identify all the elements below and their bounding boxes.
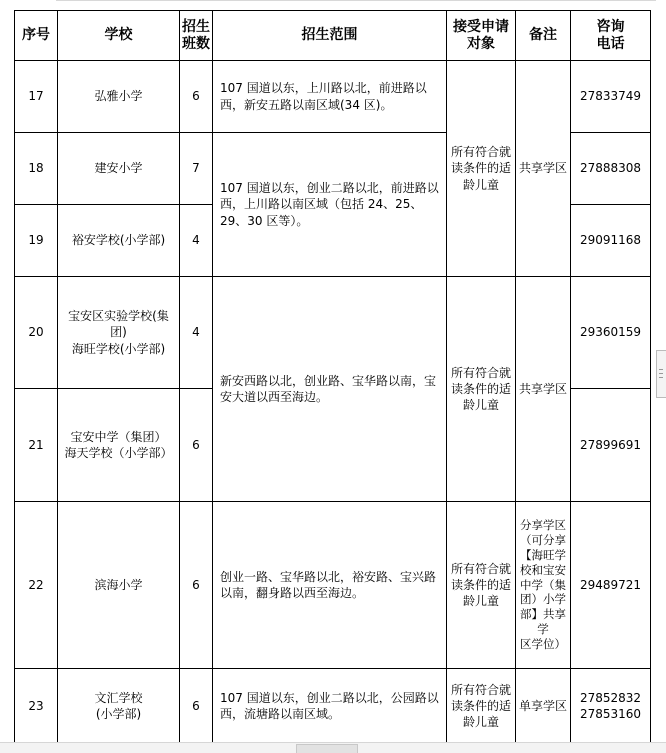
scope-cell: 107 国道以东，创业二路以北，前进路以西，上川路以南区域（包括 24、25、29、30 区等）。 [213, 133, 447, 277]
target-cell: 所有符合就 读条件的适 龄儿童 [447, 502, 516, 669]
classes-cell: 6 [180, 389, 213, 502]
phone-cell: 29489721 [571, 502, 651, 669]
school-cell: 文汇学校 (小学部) [58, 669, 180, 744]
seq-cell: 20 [15, 277, 58, 389]
school-cell: 建安小学 [58, 133, 180, 205]
school-cell: 宝安中学（集团） 海天学校（小学部） [58, 389, 180, 502]
scope-cell: 创业一路、宝华路以北，裕安路、宝兴路以南，翻身路以西至海边。 [213, 502, 447, 669]
remark-cell: 分享学区 （可分享 【海旺学 校和宝安 中学（集 团）小学 部】共享学 区学位） [516, 502, 571, 669]
school-cell: 滨海小学 [58, 502, 180, 669]
phone-cell: 29360159 [571, 277, 651, 389]
enrollment-table [14, 10, 651, 744]
header-phone: 咨询 电话 [571, 11, 651, 61]
classes-cell: 6 [180, 502, 213, 669]
seq-cell: 18 [15, 133, 58, 205]
header-classes: 招生 班数 [180, 11, 213, 61]
target-cell: 所有符合就 读条件的适 龄儿童 [447, 61, 516, 277]
table-row [15, 277, 651, 389]
seq-cell: 23 [15, 669, 58, 744]
remark-cell: 共享学区 [516, 277, 571, 502]
header-remark: 备注 [516, 11, 571, 61]
phone-cell: 27899691 [571, 389, 651, 502]
remark-cell: 共享学区 [516, 61, 571, 277]
classes-cell: 4 [180, 277, 213, 389]
remark-cell: 单享学区 [516, 669, 571, 744]
classes-cell: 6 [180, 61, 213, 133]
phone-cell: 27888308 [571, 133, 651, 205]
target-cell: 所有符合就 读条件的适 龄儿童 [447, 669, 516, 744]
table-row [15, 61, 651, 133]
table-header-row [15, 11, 651, 61]
school-cell: 弘雅小学 [58, 61, 180, 133]
header-school: 学校 [58, 11, 180, 61]
classes-cell: 6 [180, 669, 213, 744]
scope-cell: 107 国道以东，创业二路以北，公园路以西，流塘路以南区域。 [213, 669, 447, 744]
header-seq: 序号 [15, 11, 58, 61]
school-cell: 裕安学校(小学部) [58, 205, 180, 277]
classes-cell: 7 [180, 133, 213, 205]
scope-cell: 107 国道以东，上川路以北，前进路以西，新安五路以南区域(34 区)。 [213, 61, 447, 133]
scrollbar-thumb[interactable] [296, 744, 358, 753]
header-target: 接受申请 对象 [447, 11, 516, 61]
school-cell: 宝安区实验学校(集 团) 海旺学校(小学部) [58, 277, 180, 389]
table-row [15, 502, 651, 669]
bottom-scrollbar[interactable] [0, 742, 666, 753]
phone-cell: 29091168 [571, 205, 651, 277]
top-divider [56, 0, 656, 1]
seq-cell: 17 [15, 61, 58, 133]
phone-cell: 27833749 [571, 61, 651, 133]
seq-cell: 21 [15, 389, 58, 502]
phone-cell: 27852832 27853160 [571, 669, 651, 744]
header-scope: 招生范围 [213, 11, 447, 61]
scope-cell: 新安西路以北，创业路、宝华路以南，宝安大道以西至海边。 [213, 277, 447, 502]
classes-cell: 4 [180, 205, 213, 277]
table-row [15, 669, 651, 744]
target-cell: 所有符合就 读条件的适 龄儿童 [447, 277, 516, 502]
seq-cell: 19 [15, 205, 58, 277]
seq-cell: 22 [15, 502, 58, 669]
side-scroll-handle[interactable] [656, 350, 666, 398]
